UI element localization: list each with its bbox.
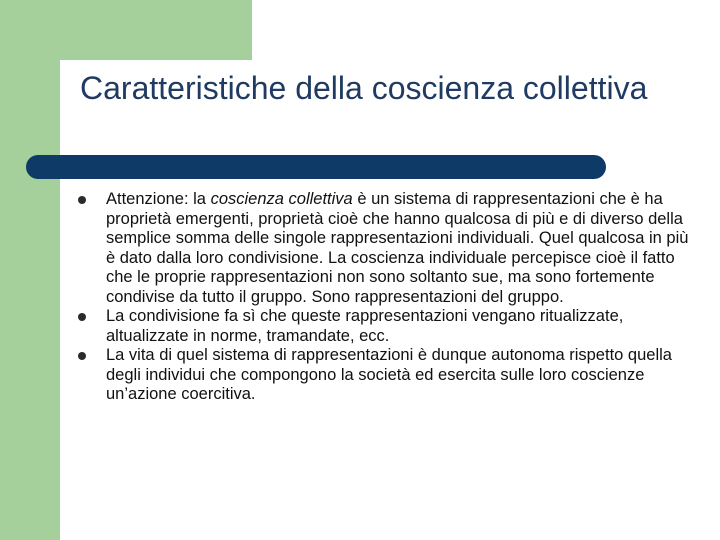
green-top-band bbox=[60, 0, 252, 60]
list-item bbox=[78, 346, 698, 405]
bullet-icon bbox=[78, 352, 86, 360]
bullet-text-italic: coscienza collettiva bbox=[210, 190, 353, 208]
bullet-text: La condivisione fa sì che queste rappresentazioni vengano ritualizzate, altualizzate in norme, tramandate, ecc. bbox=[106, 307, 624, 345]
slide-title: Caratteristiche della coscienza collettiva bbox=[80, 70, 648, 106]
bullet-list bbox=[78, 190, 698, 405]
bullet-icon bbox=[78, 196, 86, 204]
bullet-text-post: è un sistema di rappresentazioni che è ha proprietà emergenti, proprietà cioè che hanno qualcosa di più e di diverso della semplice somma delle singole rappresentazioni individuali. Quel qualcosa in più è dato dalla loro condivisione. La coscienza individuale percepisce cioè il fatto che le proprie rappresentazioni non sono soltanto sue, ma sono fortemente condivise da tutto il gruppo. Sono rappresentazioni del gruppo. bbox=[106, 190, 689, 306]
list-item bbox=[78, 190, 698, 307]
bullet-text: La vita di quel sistema di rappresentazioni è dunque autonoma rispetto quella degli individui che compongono la società ed esercita sulle loro coscienze un’azione coercitiva. bbox=[106, 346, 672, 403]
bullet-text-pre: Attenzione: la bbox=[106, 190, 211, 208]
green-side-band bbox=[0, 0, 60, 540]
title-divider-bar bbox=[26, 155, 606, 179]
bullet-icon bbox=[78, 313, 86, 321]
list-item bbox=[78, 307, 698, 346]
